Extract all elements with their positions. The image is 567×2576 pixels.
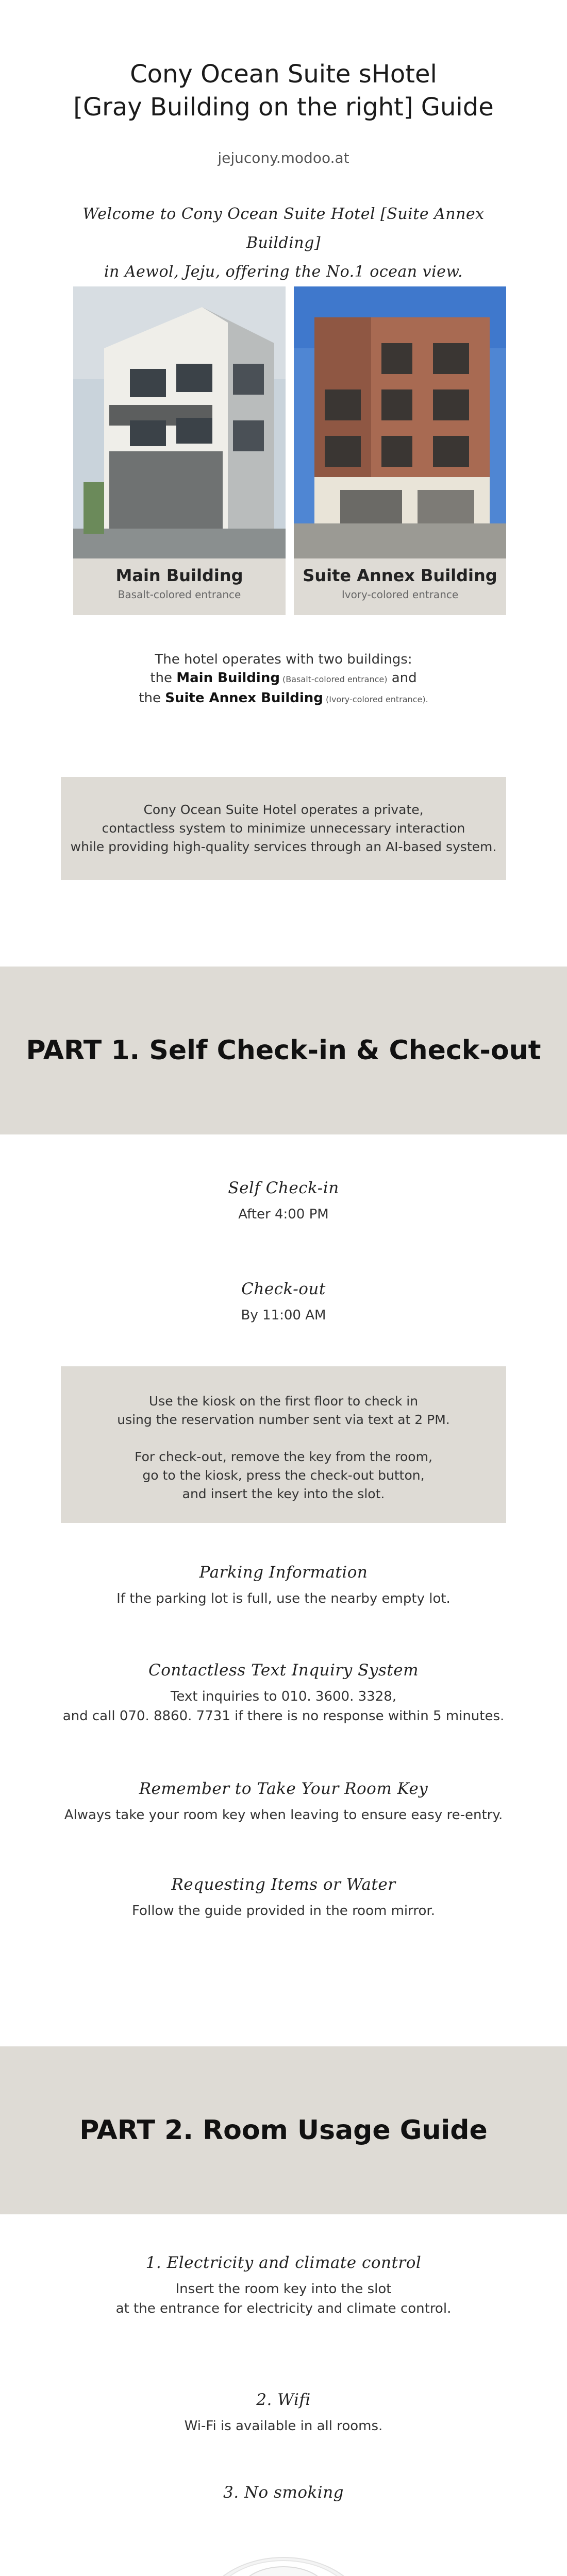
- inquiry-text: [0, 1687, 567, 1726]
- annex-building-photo: [294, 286, 506, 558]
- main-building-card: [73, 286, 286, 615]
- parking-section: [0, 1563, 567, 1608]
- building-photos: [73, 286, 506, 615]
- nosmoking-section: [0, 2483, 567, 2502]
- operations-note: [0, 650, 567, 709]
- key-text: Always take your room key when leaving to ensure easy re-entry.: [64, 1807, 503, 1823]
- wifi-section: [0, 2391, 567, 2436]
- welcome-line-1: Welcome to Cony Ocean Suite Hotel [Suite Annex Building]: [82, 205, 485, 252]
- nosmoking-heading: 3. No smoking: [223, 2483, 344, 2502]
- wifi-heading: 2. Wifi: [256, 2391, 311, 2409]
- electricity-line-2: at the entrance for electricity and climate control.: [115, 2301, 452, 2316]
- checkout-section: [0, 1280, 567, 1325]
- checkin-text: After 4:00 PM: [238, 1207, 329, 1222]
- inquiry-line-2: and call 070. 8860. 7731 if there is no response within 5 minutes.: [62, 1708, 505, 1724]
- title-line-2: [Gray Building on the right] Guide: [73, 93, 494, 122]
- ops-main-note: (Basalt-colored entrance): [279, 674, 388, 684]
- ops-pre-2: the: [150, 670, 177, 686]
- checkout-heading: Check-out: [241, 1280, 326, 1298]
- request-text: Follow the guide provided in the room mirror.: [132, 1903, 435, 1919]
- parking-text: If the parking lot is full, use the nearby empty lot.: [116, 1591, 451, 1606]
- kiosk-line-3: For check-out, remove the key from the room,: [135, 1449, 432, 1464]
- electricity-section: [0, 2253, 567, 2318]
- smoke-detector-icon: [196, 2541, 371, 2576]
- ops-annex-building: Suite Annex Building: [165, 690, 323, 706]
- parking-heading: Parking Information: [199, 1563, 368, 1582]
- page-title: [0, 58, 567, 124]
- site-url[interactable]: jejucony.modoo.at: [218, 149, 349, 166]
- electricity-heading: 1. Electricity and climate control: [145, 2253, 422, 2272]
- part2-banner: [0, 2046, 567, 2214]
- main-building-sub: Basalt-colored entrance: [118, 588, 241, 601]
- wifi-text: Wi-Fi is available in all rooms.: [184, 2418, 383, 2434]
- main-building-caption: [73, 558, 286, 615]
- kiosk-line-1: Use the kiosk on the first floor to check in: [148, 1394, 419, 1409]
- part2-title: PART 2. Room Usage Guide: [79, 2115, 488, 2146]
- ops-main-building: Main Building: [176, 670, 280, 686]
- request-section: [0, 1875, 567, 1921]
- kiosk-line-4: go to the kiosk, press the check-out button,: [142, 1468, 425, 1483]
- key-heading: Remember to Take Your Room Key: [139, 1780, 428, 1798]
- title-line-1: Cony Ocean Suite sHotel: [130, 60, 437, 89]
- intro-line-3: while providing high-quality services through an AI-based system.: [70, 839, 497, 854]
- part1-title: PART 1. Self Check-in & Check-out: [26, 1035, 541, 1066]
- intro-box: [61, 777, 506, 880]
- kiosk-line-2: using the reservation number sent via text at 2 PM.: [117, 1412, 450, 1427]
- main-building-name: Main Building: [115, 566, 243, 585]
- electricity-text: [0, 2279, 567, 2318]
- kiosk-line-5: and insert the key into the slot.: [182, 1486, 385, 1501]
- inquiry-section: [0, 1661, 567, 1726]
- welcome-text: [46, 200, 521, 286]
- intro-line-2: contactless system to minimize unnecessary interaction: [102, 821, 465, 836]
- ops-pre-3: the: [139, 690, 165, 706]
- checkin-heading: Self Check-in: [228, 1179, 339, 1197]
- ops-line-2: [0, 669, 567, 689]
- annex-building-sub: Ivory-colored entrance: [341, 588, 459, 601]
- inquiry-heading: Contactless Text Inquiry System: [148, 1661, 419, 1680]
- kiosk-box: [61, 1366, 506, 1523]
- main-building-photo: [73, 286, 286, 558]
- ops-annex-note: (Ivory-colored entrance).: [323, 694, 428, 704]
- annex-building-name: Suite Annex Building: [303, 566, 497, 585]
- ops-and: and: [387, 670, 417, 686]
- annex-building-card: [294, 286, 506, 615]
- electricity-line-1: Insert the room key into the slot: [175, 2281, 392, 2297]
- ops-line-3: [0, 689, 567, 709]
- checkout-text: By 11:00 AM: [241, 1308, 326, 1323]
- welcome-line-2: in Aewol, Jeju, offering the No.1 ocean view.: [104, 263, 463, 281]
- part1-banner: [0, 967, 567, 1134]
- ops-line-1: The hotel operates with two buildings:: [155, 652, 412, 667]
- checkin-section: [0, 1179, 567, 1224]
- annex-building-caption: [294, 558, 506, 615]
- request-heading: Requesting Items or Water: [171, 1875, 396, 1894]
- inquiry-line-1: Text inquiries to 010. 3600. 3328,: [170, 1689, 397, 1704]
- intro-line-1: Cony Ocean Suite Hotel operates a private,: [143, 802, 424, 817]
- key-section: [0, 1780, 567, 1825]
